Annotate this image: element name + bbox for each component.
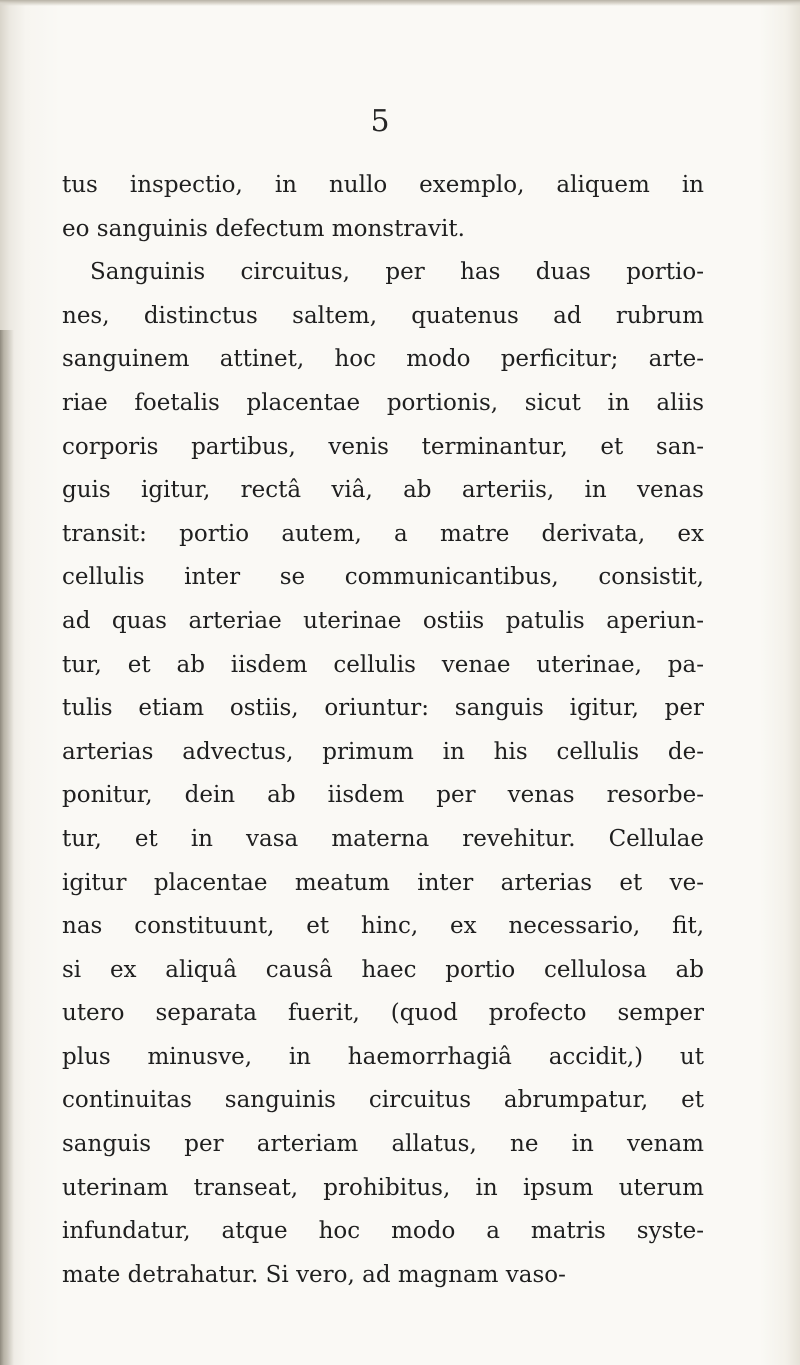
text-line: igitur placentae meatum inter arterias et ve- bbox=[62, 869, 704, 896]
text-line: ponitur, dein ab iisdem per venas resorbe- bbox=[62, 782, 704, 809]
text-line: ad quas arteriae uterinae ostiis patulis aperiun- bbox=[62, 607, 704, 634]
text-line: uterinam transeat, prohibitus, in ipsum uterum bbox=[62, 1174, 704, 1201]
text-line: tulis etiam ostiis, oriuntur: sanguis igitur, per bbox=[62, 695, 704, 722]
text-line: tur, et in vasa materna revehitur. Cellulae bbox=[62, 825, 704, 852]
text-line: guis igitur, rectâ viâ, ab arteriis, in venas bbox=[62, 477, 704, 504]
page-number: 5 bbox=[370, 104, 390, 139]
text-line: tur, et ab iisdem cellulis venae uterinae, pa- bbox=[62, 651, 704, 678]
text-line: si ex aliquâ causâ haec portio cellulosa ab bbox=[62, 956, 704, 983]
text-line: arterias advectus, primum in his cellulis de- bbox=[62, 738, 704, 765]
text-line: plus minusve, in haemorrhagiâ accidit,) ut bbox=[62, 1043, 704, 1070]
text-line: Sanguinis circuitus, per has duas portio- bbox=[90, 259, 704, 286]
text-line: utero separata fuerit, (quod profecto semper bbox=[62, 1000, 704, 1027]
page-top-edge bbox=[0, 0, 800, 6]
text-line: tus inspectio, in nullo exemplo, aliquem in bbox=[62, 172, 704, 198]
binding-shadow bbox=[0, 330, 14, 1365]
text-line: nes, distinctus saltem, quatenus ad rubrum bbox=[62, 302, 704, 329]
text-line: transit: portio autem, a matre derivata, ex bbox=[62, 520, 704, 547]
text-line: sanguinem attinet, hoc modo perficitur; arte- bbox=[62, 346, 704, 373]
text-line: riae foetalis placentae portionis, sicut in aliis bbox=[62, 389, 704, 416]
text-line: mate detrahatur. Si vero, ad magnam vaso- bbox=[62, 1261, 566, 1288]
text-line: cellulis inter se communicantibus, consistit, bbox=[62, 564, 704, 591]
body-text bbox=[62, 164, 704, 1297]
text-line: infundatur, atque hoc modo a matris syste- bbox=[62, 1218, 704, 1245]
text-line: sanguis per arteriam allatus, ne in venam bbox=[62, 1131, 704, 1158]
text-line: nas constituunt, et hinc, ex necessario, fit, bbox=[62, 913, 704, 940]
text-line: eo sanguinis defectum monstravit. bbox=[62, 215, 465, 242]
text-line: corporis partibus, venis terminantur, et san- bbox=[62, 433, 704, 460]
text-line: continuitas sanguinis circuitus abrumpatur, et bbox=[62, 1087, 704, 1114]
